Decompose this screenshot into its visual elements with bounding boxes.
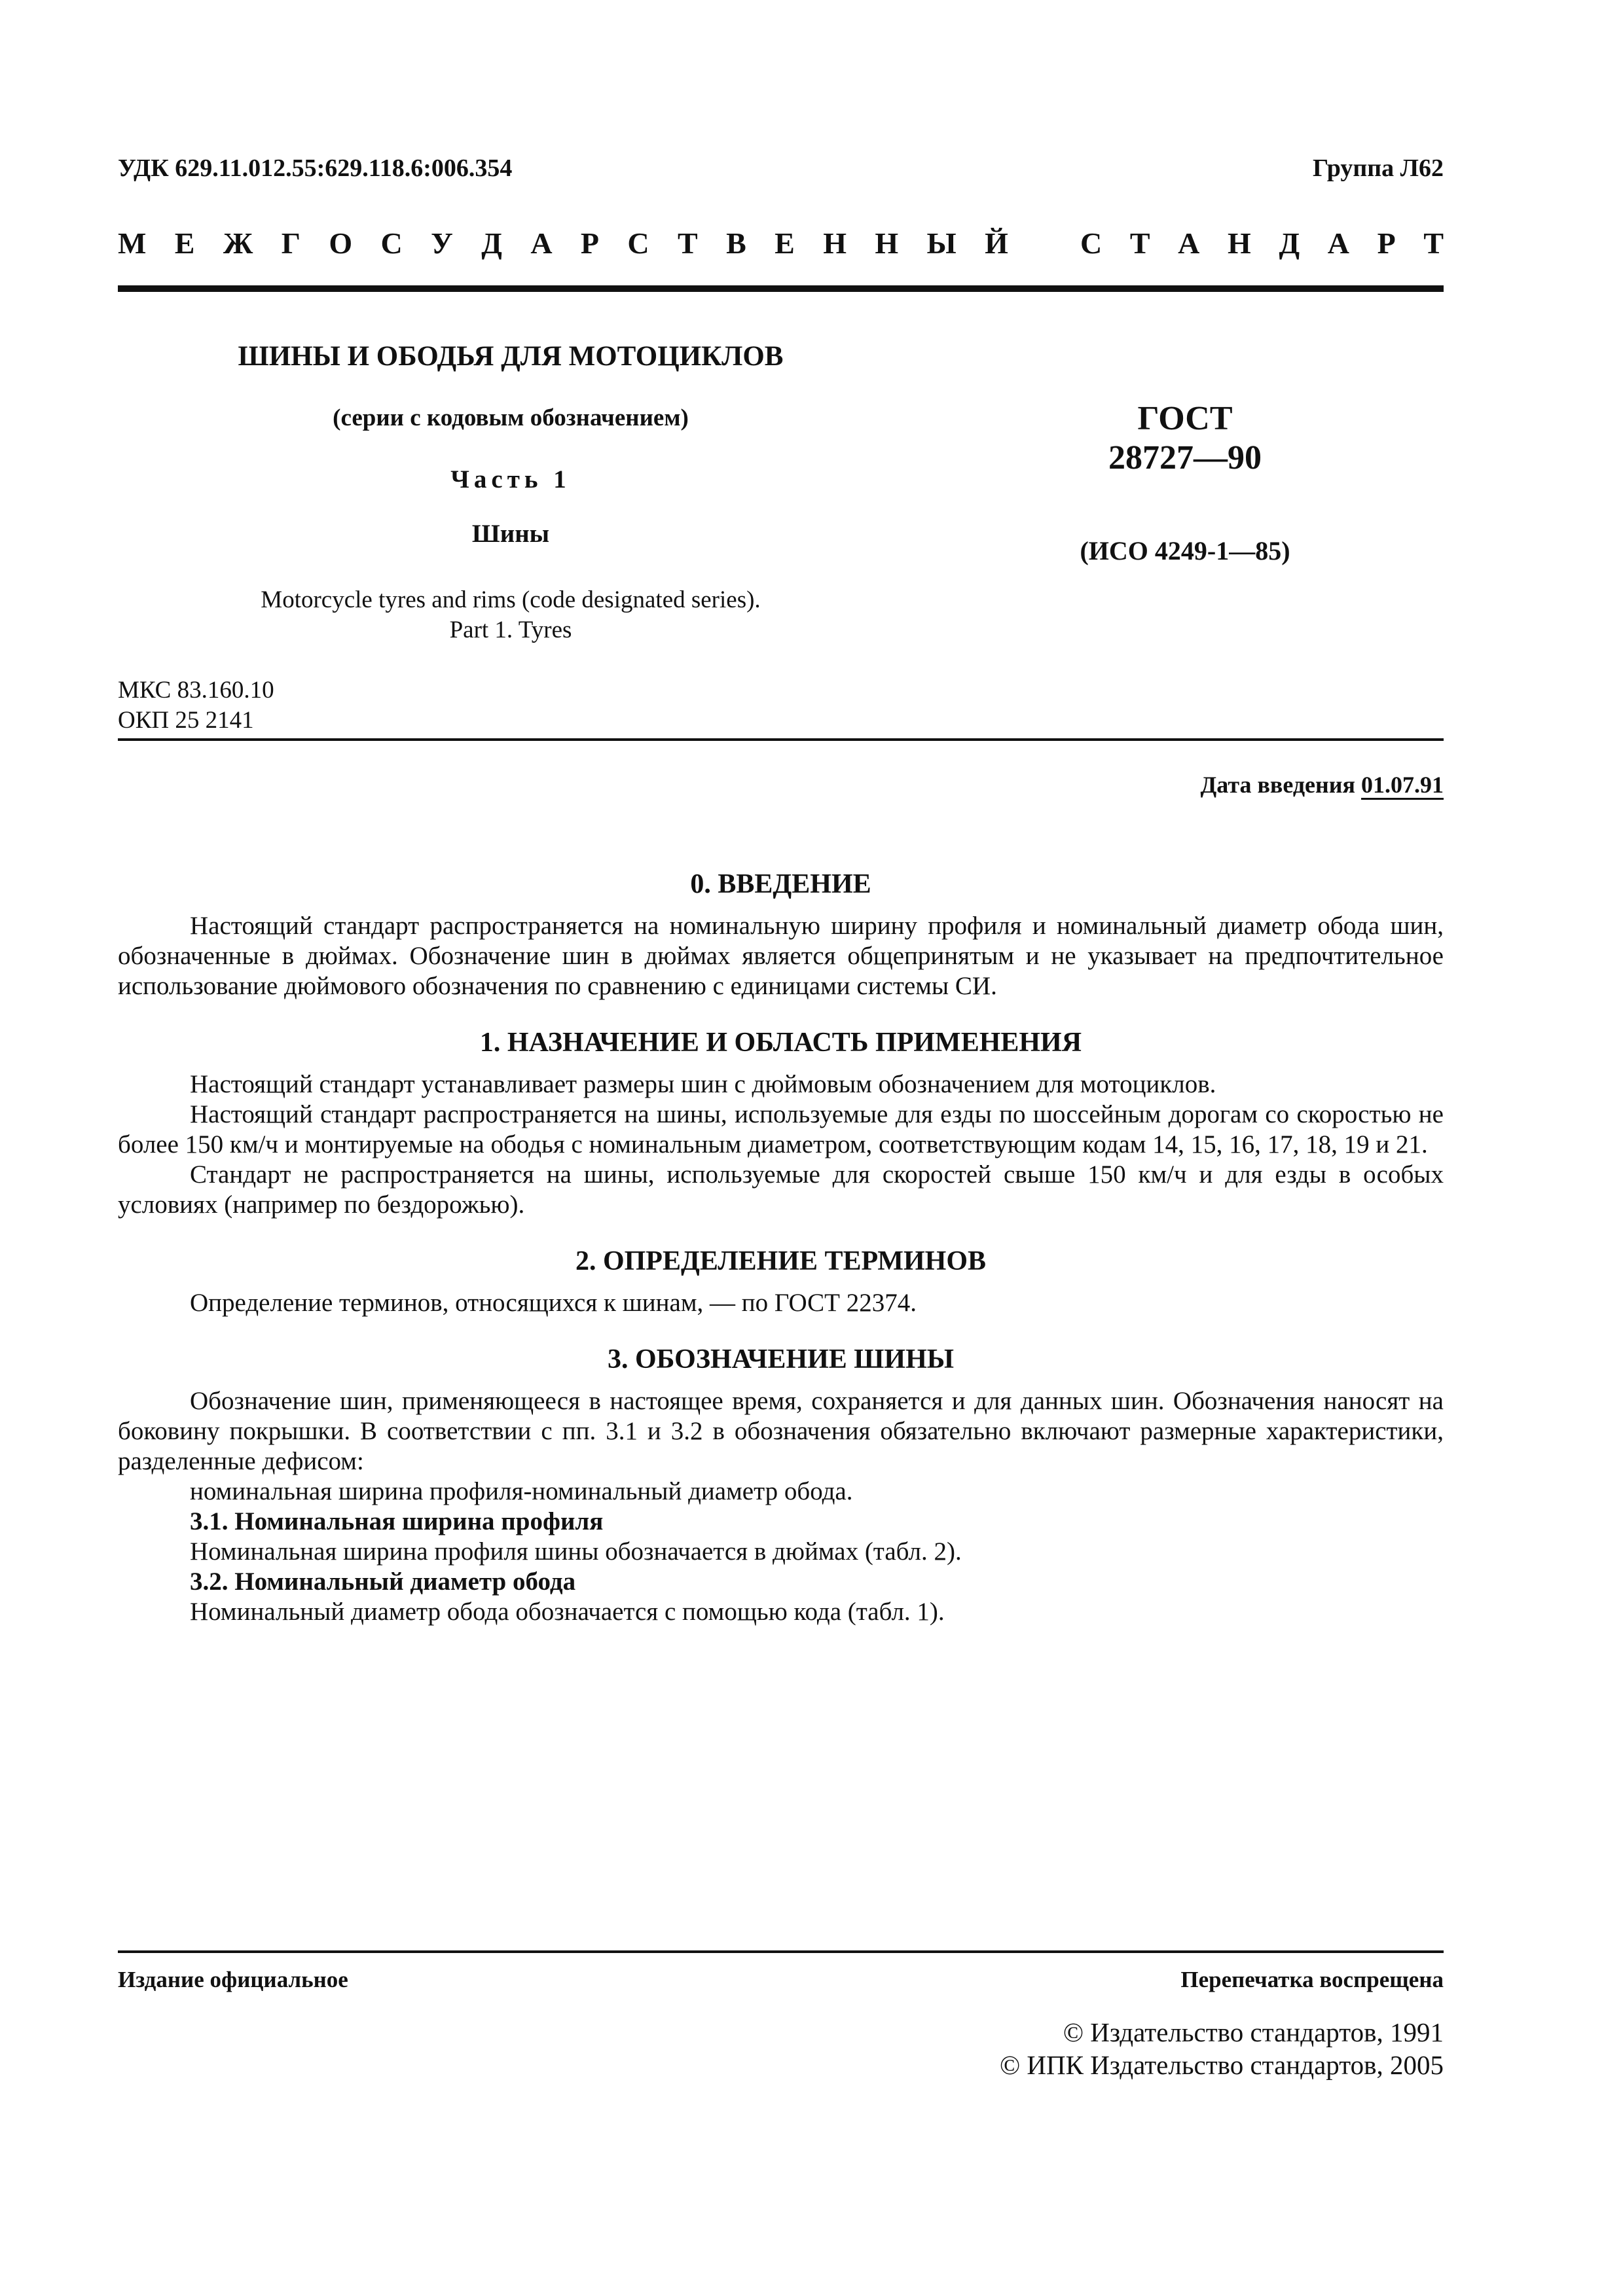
heading-letter: С [1080, 226, 1103, 260]
introduction-date-value: 01.07.91 [1361, 772, 1444, 798]
title-divider [118, 738, 1444, 741]
english-title [118, 585, 903, 645]
heading-letter: Д [1279, 226, 1300, 260]
paragraph: Номинальный диаметр обода обозначается с помощью кода (табл. 1). [190, 1598, 945, 1626]
paragraph: Настоящий стандарт устанавливает размеры шин с дюймовым обозначением для мотоциклов. [190, 1070, 1216, 1098]
header-divider [118, 285, 1444, 292]
group-code: Группа Л62 [1312, 154, 1444, 182]
subsection-title-width: 3.1. Номинальная ширина профиля [190, 1507, 604, 1535]
udk-code: УДК 629.11.012.55:629.118.6:006.354 [118, 154, 513, 182]
heading-letter: Н [823, 226, 847, 260]
copyright-block [1000, 2016, 1444, 2081]
standard-type-word-standard [1080, 226, 1444, 260]
document-page [118, 131, 1444, 2225]
section-title-terms: 2. ОПРЕДЕЛЕНИЕ ТЕРМИНОВ [575, 1246, 987, 1276]
part-number: Часть 1 [450, 465, 571, 493]
paragraph: Номинальная ширина профиля шины обозначается в дюймах (табл. 2). [190, 1537, 962, 1566]
heading-letter: Д [481, 226, 502, 260]
english-title-line: Motorcycle tyres and rims (code designated series). [261, 586, 761, 613]
title-block [118, 340, 903, 645]
copyright-line: © ИПК Издательство стандартов, 2005 [999, 2050, 1444, 2080]
heading-letter: Н [875, 226, 899, 260]
heading-letter: О [329, 226, 353, 260]
reprint-prohibited-note: Перепечатка воспрещена [1180, 1967, 1444, 1992]
classification-codes [118, 675, 274, 736]
heading-letter: С [627, 226, 649, 260]
heading-letter: Т [678, 226, 698, 260]
section-title-scope: 1. НАЗНАЧЕНИЕ И ОБЛАСТЬ ПРИМЕНЕНИЯ [479, 1028, 1082, 1058]
designation-block [989, 399, 1381, 566]
heading-letter: Ж [223, 226, 253, 260]
paragraph: Настоящий стандарт распространяется на шины, используемые для езды по шоссейным дорогам со скоростью не более 150 км/ч и монтируемые на ободья с номинальным диаметром, соответствующим кодам 14, 15, 16, 17, 18, 19 и 21. [118, 1100, 1444, 1158]
okp-code: ОКП 25 2141 [118, 707, 254, 734]
introduction-date [1201, 771, 1444, 798]
heading-letter: Е [775, 226, 795, 260]
document-title: ШИНЫ И ОБОДЬЯ ДЛЯ МОТОЦИКЛОВ [238, 341, 784, 372]
heading-letter: Г [281, 226, 301, 260]
heading-letter: Й [985, 226, 1008, 260]
iso-reference: (ИСО 4249-1—85) [1080, 536, 1290, 565]
footer-divider [118, 1950, 1444, 1953]
standard-type-word-interstate [118, 226, 1008, 260]
section-title-introduction: 0. ВВЕДЕНИЕ [690, 869, 871, 899]
paragraph: Определение терминов, относящихся к шинам, — по ГОСТ 22374. [190, 1289, 917, 1317]
heading-letter: У [431, 226, 453, 260]
document-body [118, 867, 1444, 1627]
paragraph: Обозначение шин, применяющееся в настоящее время, сохраняется и для данных шин. Обозначения наносят на боковину покрышки. В соответствии с пп. 3.1 и 3.2 в обозначения обязательно включают размерные характеристики, разделенные дефисом: [118, 1387, 1444, 1475]
standard-type-heading [118, 226, 1444, 260]
heading-letter: Ы [926, 226, 957, 260]
mks-code: МКС 83.160.10 [118, 677, 274, 704]
part-name: Шины [471, 520, 550, 548]
heading-letter: Р [580, 226, 600, 260]
heading-letter: А [1327, 226, 1349, 260]
heading-letter: А [530, 226, 553, 260]
introduction-date-label: Дата введения [1200, 772, 1355, 798]
subsection-title-diameter: 3.2. Номинальный диаметр обода [190, 1568, 576, 1596]
heading-letter: Т [1423, 226, 1444, 260]
document-subtitle: (серии с кодовым обозначением) [333, 404, 689, 431]
heading-letter: М [118, 226, 147, 260]
paragraph: Настоящий стандарт распространяется на номинальную ширину профиля и номинальный диаметр обода шин, обозначенные в дюймах. Обозначение шин в дюймах является общепринятым и не указывает на предпочтительное использование дюймового обозначения по сравнению с единицами системы СИ. [118, 912, 1444, 1000]
gost-number: 28727—90 [1108, 439, 1262, 476]
section-title-designation: 3. ОБОЗНАЧЕНИЕ ШИНЫ [608, 1344, 954, 1374]
heading-letter: С [380, 226, 403, 260]
official-edition-note: Издание официальное [118, 1967, 348, 1992]
heading-letter: Н [1228, 226, 1251, 260]
copyright-line: © Издательство стандартов, 1991 [1063, 2017, 1444, 2047]
heading-letter: Т [1129, 226, 1150, 260]
gost-label: ГОСТ [1137, 400, 1233, 437]
heading-letter: А [1178, 226, 1200, 260]
paragraph: номинальная ширина профиля-номинальный диаметр обода. [190, 1477, 853, 1505]
english-title-line: Part 1. Tyres [449, 617, 572, 643]
heading-letter: Е [174, 226, 195, 260]
heading-letter: Р [1377, 226, 1396, 260]
heading-letter: В [726, 226, 746, 260]
paragraph: Стандарт не распространяется на шины, используемые для скоростей свыше 150 км/ч и для езды в особых условиях (например по бездорожью). [118, 1160, 1444, 1219]
